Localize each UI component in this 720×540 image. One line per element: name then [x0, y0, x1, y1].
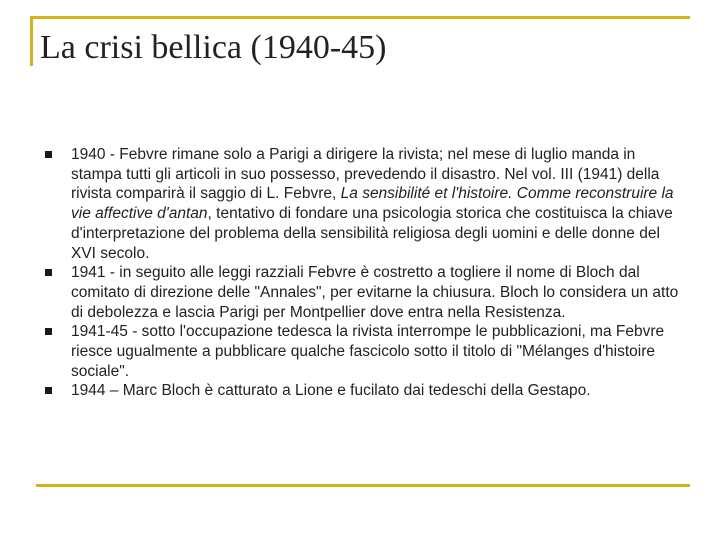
bullet-text-1941: 1941 - in seguito alle leggi razziali Febvre è costretto a togliere il nome di Bloch dal comitato di direzione delle "Annales", per evitarne la chiusura. Bloch lo considera un atto di debolezza e lascia Parigi per Montpellier dove entra nella Resistenza.	[71, 264, 679, 321]
square-bullet-icon	[45, 269, 52, 276]
frame-bottom-line	[36, 484, 690, 487]
square-bullet-icon	[45, 151, 52, 158]
bullet-item-1941	[44, 263, 684, 322]
square-bullet-icon	[45, 387, 52, 394]
bullet-item-1941-45	[44, 322, 684, 381]
bullet-text-1944: 1944 – Marc Bloch è catturato a Lione e fucilato dai tedeschi della Gestapo.	[71, 382, 591, 400]
frame-left-line	[30, 16, 33, 66]
bullet-text-1940-after: , tentativo di fondare una psicologia storica che costituisca la chiave d'interpretazione del problema della sensibilità religiosa degli uomini e delle donne del XVI secolo.	[71, 205, 673, 262]
bullet-text-1940: 1940 - Febvre rimane solo a Parigi a dirigere la rivista; nel mese di luglio manda in stampa tutti gli articoli in suo possesso, prevedendo il disastro. Nel vol. III (1941) della rivista comparirà il saggio di L. Febvre,	[71, 146, 660, 203]
slide-title: La crisi bellica (1940-45)	[40, 29, 387, 66]
square-bullet-icon	[45, 328, 52, 335]
bullet-list	[44, 145, 684, 401]
bullet-item-1940	[44, 145, 684, 263]
bullet-text-1941-45: 1941-45 - sotto l'occupazione tedesca la rivista interrompe le pubblicazioni, ma Febvre riesce ugualmente a pubblicare qualche fascicolo sotto il titolo di "Mélanges d'histoire sociale".	[71, 323, 665, 380]
bullet-item-1944	[44, 381, 684, 401]
book-title: La sensibilité et l'histoire. Comme reconstruire la vie affective d'antan	[71, 185, 674, 223]
frame-top-line	[30, 16, 690, 19]
